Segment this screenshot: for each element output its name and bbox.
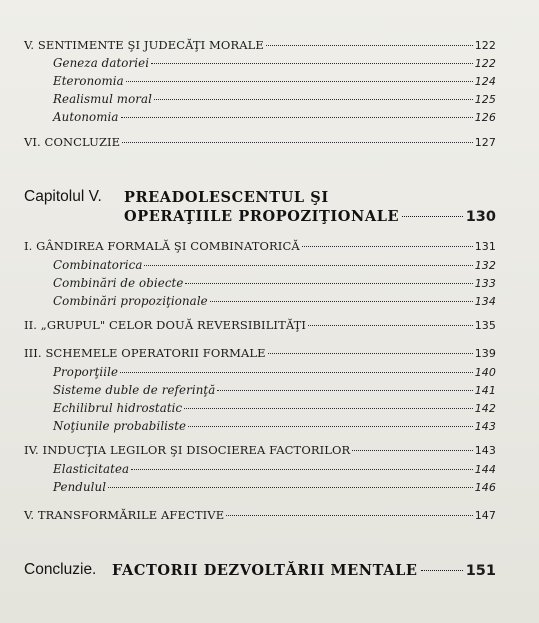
dot-leader bbox=[266, 45, 473, 46]
toc-subentry bbox=[53, 276, 496, 290]
toc-subentry bbox=[53, 110, 496, 124]
toc-subentry-page: 132 bbox=[474, 259, 496, 272]
toc-subentry bbox=[53, 419, 496, 433]
dot-leader bbox=[302, 246, 473, 247]
dot-leader bbox=[217, 390, 472, 391]
toc-entry-page: 127 bbox=[474, 136, 496, 149]
dot-leader bbox=[122, 142, 473, 143]
conclusion-prefix: Concluzie. bbox=[24, 561, 97, 578]
dot-leader bbox=[120, 372, 473, 373]
toc-entry bbox=[24, 318, 496, 332]
toc-subentry-page: 133 bbox=[474, 277, 496, 290]
dot-leader bbox=[268, 353, 473, 354]
toc-subentry-label: Combinări propoziţionale bbox=[53, 294, 208, 308]
toc-subentry bbox=[53, 401, 496, 415]
toc-subentry bbox=[53, 480, 496, 494]
toc-entry-page: 147 bbox=[474, 509, 496, 522]
toc-subentry-label: Eteronomia bbox=[53, 74, 124, 88]
dot-leader bbox=[226, 515, 472, 516]
toc-subentry-label: Elasticitatea bbox=[53, 462, 130, 476]
conclusion-entry bbox=[112, 562, 496, 579]
toc-entry-page: 139 bbox=[474, 347, 496, 360]
dot-leader bbox=[154, 99, 473, 100]
toc-entry-page: 143 bbox=[474, 444, 496, 457]
toc-entry bbox=[24, 346, 496, 360]
toc-entry-label: IV. INDUCŢIA LEGILOR ŞI DISOCIEREA FACTORILOR bbox=[24, 443, 351, 457]
toc-subentry-label: Autonomia bbox=[53, 110, 119, 124]
toc-subentry-label: Proporţiile bbox=[53, 365, 119, 379]
toc-subentry-label: Sisteme duble de referinţă bbox=[53, 383, 216, 397]
toc-subentry bbox=[53, 294, 496, 308]
toc-entry-page: 135 bbox=[474, 319, 496, 332]
dot-leader bbox=[126, 81, 473, 82]
toc-subentry-label: Realismul moral bbox=[53, 92, 153, 106]
toc-subentry-page: 144 bbox=[474, 463, 496, 476]
toc-entry bbox=[24, 443, 496, 457]
toc-subentry-page: 142 bbox=[474, 402, 496, 415]
dot-leader bbox=[352, 450, 472, 451]
dot-leader bbox=[131, 469, 473, 470]
toc-entry bbox=[24, 239, 496, 253]
dot-leader bbox=[144, 265, 472, 266]
toc-subentry-label: Combinatorica bbox=[53, 258, 143, 272]
toc-subentry-page: 143 bbox=[474, 420, 496, 433]
dot-leader bbox=[108, 487, 473, 488]
dot-leader bbox=[308, 325, 473, 326]
dot-leader bbox=[184, 408, 472, 409]
dot-leader bbox=[421, 570, 463, 571]
toc-subentry-page: 122 bbox=[474, 57, 496, 70]
toc-subentry bbox=[53, 92, 496, 106]
toc-subentry-label: Noţiunile probabiliste bbox=[53, 419, 187, 433]
toc-subentry-label: Combinări de obiecte bbox=[53, 276, 184, 290]
toc-subentry-page: 134 bbox=[474, 295, 496, 308]
chapter-title-line1: PREADOLESCENTUL ŞI bbox=[124, 189, 329, 206]
conclusion-page: 151 bbox=[465, 563, 496, 579]
toc-subentry-page: 141 bbox=[474, 384, 496, 397]
toc-entry-label: III. SCHEMELE OPERATORII FORMALE bbox=[24, 346, 266, 360]
toc-entry bbox=[24, 38, 496, 52]
toc-subentry-page: 140 bbox=[474, 366, 496, 379]
toc-subentry bbox=[53, 74, 496, 88]
toc-subentry bbox=[53, 365, 496, 379]
toc-entry-label: VI. CONCLUZIE bbox=[24, 135, 121, 149]
dot-leader bbox=[402, 216, 463, 217]
toc-subentry-page: 146 bbox=[474, 481, 496, 494]
toc-subentry-label: Pendulul bbox=[53, 480, 107, 494]
chapter-page: 130 bbox=[465, 209, 496, 225]
toc-subentry-label: Geneza datoriei bbox=[53, 56, 150, 70]
toc-subentry bbox=[53, 258, 496, 272]
toc-subentry-label: Echilibrul hidrostatic bbox=[53, 401, 183, 415]
toc-subentry-page: 126 bbox=[474, 111, 496, 124]
toc-entry-page: 122 bbox=[474, 39, 496, 52]
toc-entry-label: V. SENTIMENTE ŞI JUDECĂŢI MORALE bbox=[24, 38, 264, 52]
toc-subentry bbox=[53, 462, 496, 476]
chapter-title-line2-entry bbox=[124, 208, 496, 225]
toc-entry bbox=[24, 135, 496, 149]
toc-subentry-page: 125 bbox=[474, 93, 496, 106]
toc-entry-label: I. GÂNDIREA FORMALĂ ŞI COMBINATORICĂ bbox=[24, 239, 300, 253]
toc-entry-label: II. „GRUPUL" CELOR DOUĂ REVERSIBILITĂŢI bbox=[24, 318, 307, 332]
dot-leader bbox=[188, 426, 473, 427]
dot-leader bbox=[210, 301, 473, 302]
toc-entry-label: V. TRANSFORMĂRILE AFECTIVE bbox=[24, 508, 225, 522]
toc-subentry bbox=[53, 383, 496, 397]
toc-entry bbox=[24, 508, 496, 522]
toc-entry-page: 131 bbox=[474, 240, 496, 253]
dot-leader bbox=[151, 63, 473, 64]
dot-leader bbox=[185, 283, 472, 284]
conclusion-title: FACTORII DEZVOLTĂRII MENTALE bbox=[112, 562, 418, 579]
toc-subentry-page: 124 bbox=[474, 75, 496, 88]
chapter-prefix: Capitolul V. bbox=[24, 188, 102, 205]
toc-subentry bbox=[53, 56, 496, 70]
dot-leader bbox=[121, 117, 473, 118]
chapter-title-line2: OPERAŢIILE PROPOZIŢIONALE bbox=[124, 208, 400, 225]
